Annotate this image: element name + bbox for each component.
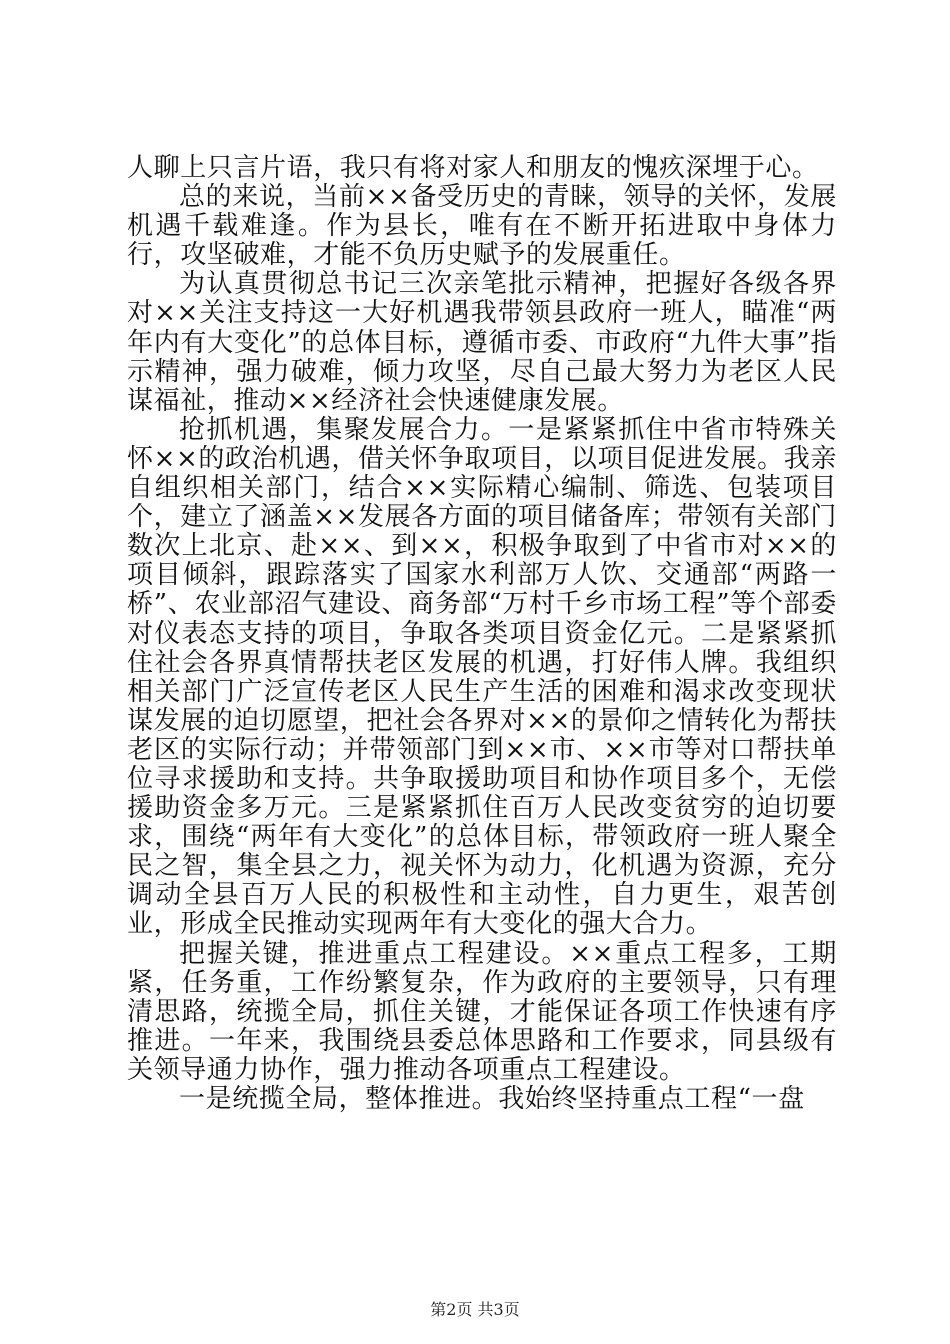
paragraph-opportunities: 抢抓机遇，集聚发展合力。一是紧紧抓住中省市特殊关怀××的政治机遇，借关怀争取项目，以项目促进发展。我亲自组织相关部门，结合××实际精心编制、筛选、包装项目个，建立了涵盖××发展各方面的项目储备库；带领有关部门数次上北京、赴××、到××，积极争取到了中省市对××的项目倾斜，跟踪落实了国家水利部万人饮、交通部“两路一桥”、农业部沼气建设、商务部“万村千乡市场工程”等个部委对仪表态支持的项目，争取各类项目资金亿元。二是紧紧抓住社会各界真情帮扶老区发展的机遇，打好伟人牌。我组织相关部门广泛宣传老区人民生产生活的困难和渴求改变现状谋发展的迫切愿望，把社会各界对××的景仰之情转化为帮扶老区的实际行动；并带领部门到××市、××市等对口帮扶单位寻求援助和支持。共争取援助项目和协作项目多个，无偿援助资金多万元。三是紧紧抓住百万人民改变贫穷的迫切要求，围绕“两年有大变化”的总体目标，带领政府一班人聚全民之智，集全县之力，视关怀为动力，化机遇为资源，充分调动全县百万人民的积极性和主动性，自力更生，艰苦创业，形成全民推动实现两年有大变化的强大合力。: [127, 414, 837, 940]
paragraph-continuation: 人聊上只言片语，我只有将对家人和朋友的愧疚深埋于心。: [127, 153, 819, 183]
page-number-footer: 第2页 共3页: [430, 1300, 520, 1319]
paragraph-summary: 总的来说，当前××备受历史的青睐，领导的关怀，发展机遇千载难逢。作为县长，唯有在不断开拓进取中身体力行，攻坚破难，才能不负历史赋予的发展重任。: [127, 182, 837, 271]
paragraph-directive: 为认真贯彻总书记三次亲笔批示精神，把握好各级各界对××关注支持这一大好机遇我带领县政府一班人，瞄准“两年内有大变化”的总体目标，遵循市委、市政府“九件大事”指示精神，强力破难，倾力攻坚，尽自己最大努力为老区人民谋福祉，推动××经济社会快速健康发展。: [127, 269, 837, 416]
paragraph-key-projects: 把握关键，推进重点工程建设。××重点工程多，工期紧，任务重，工作纷繁复杂，作为政府的主要领导，只有理清思路，统揽全局，抓住关键，才能保证各项工作快速有序推进。一年来，我围绕县委总体思路和工作要求，同县级有关领导通力协作，强力推动各项重点工程建设。: [127, 938, 837, 1085]
paragraph-overall-planning: 一是统揽全局，整体推进。我始终坚持重点工程“一盘: [179, 1084, 805, 1114]
document-body: [127, 154, 837, 1114]
